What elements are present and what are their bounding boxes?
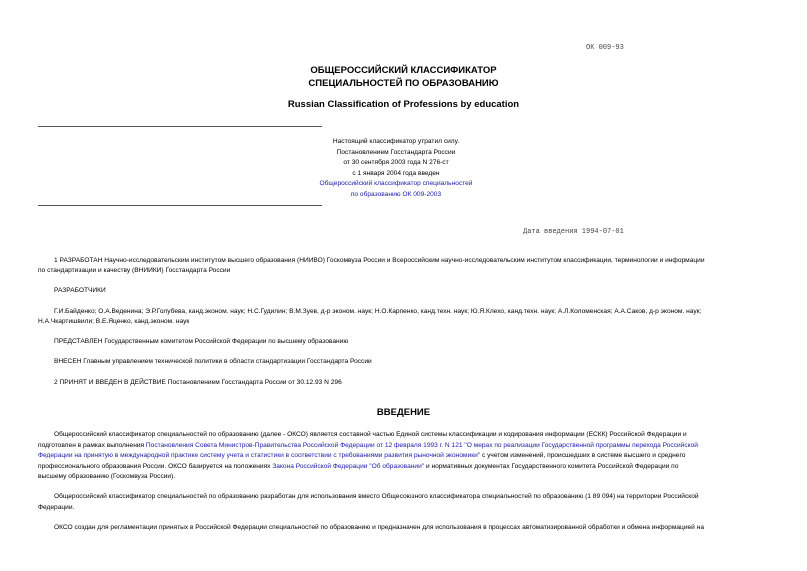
- intro-p3-line-1: ОКСО создан для регламентации принятых в Российской Федерации специальностей по образованию и предназначен для использования в процессах автоматизированной обработки и обмена информацией на: [54, 524, 704, 531]
- notice-link-okso-2003-code[interactable]: по образованию ОК 009-2003: [350, 190, 442, 198]
- developers-heading: РАЗРАБОТЧИКИ: [54, 287, 106, 294]
- intro-p1-line-4: [38, 462, 770, 472]
- presented-by: ПРЕДСТАВЛЕН Государственным комитетом Российской Федерации по высшему образованию: [54, 338, 349, 345]
- date-of-introduction: Дата введения 1994-07-01: [523, 228, 624, 236]
- introduced-by: ВНЕСЕН Главным управлением технической политики в области стандартизации Госстандарта России: [54, 358, 372, 365]
- intro-p1-line-2-text: подготовлен в рамках выполнения: [38, 441, 146, 449]
- developers-line-1: Г.И.Байденко; О.А.Веденина; Э.Р.Голубева, канд.эконом. наук; Н.С.Гудилин; В.М.Зуев, д-р эконом. наук; Н.О.Карпенко, канд.техн. наук; Ю.Я.Клехо, канд.техн. наук; А.Л.Коломенская; А.А.Саков, д-р эконом. наук;: [54, 308, 702, 315]
- notice-line-2: Постановлением Госстандарта России: [336, 148, 456, 156]
- adopted-and-enacted: 2 ПРИНЯТ И ВВЕДЕН В ДЕЙСТВИЕ Постановлением Госстандарта России от 30.12.93 N 296: [54, 379, 342, 386]
- intro-p1-line-3: [38, 451, 770, 461]
- intro-p2-line-1: Общероссийский классификатор специальностей по образованию разработан для использования вместо Общесоюзного классификатора специальностей по образованию (1 89 094) на территории Российской: [54, 493, 699, 500]
- developed-by-line-1: 1 РАЗРАБОТАН Научно-исследовательским институтом высшего образования (НИИВО) Госкомвуза России и Всероссийским научно-исследовательским институтом классификации, терминологии и информации: [54, 257, 705, 264]
- intro-p2-line-2: Федерации.: [38, 503, 75, 511]
- intro-p1-line-2: [38, 441, 770, 451]
- intro-p1-line-3-text: с учетом изменений, происшедших в системе высшего и среднего: [480, 452, 686, 459]
- developed-by-line-2: по стандартизации и качеству (ВНИИКИ) Госстандарта России: [38, 267, 231, 274]
- notice-line-1: Настоящий классификатор утратил силу.: [332, 138, 460, 145]
- intro-p1-line-1: Общероссийский классификатор специальностей по образованию (далее - ОКСО) является составной частью Единой системы классификации и кодирования информации (ЕСКК) Российской Федерации и: [54, 431, 687, 438]
- divider-bottom: [38, 205, 322, 206]
- divider-top: [38, 126, 322, 127]
- intro-p1-line-4-text-b: и нормативных документах Государственного комитета Российской Федерации по: [424, 462, 679, 470]
- notice-line-4: с 1 января 2004 года введен: [352, 169, 440, 177]
- intro-p1-line-5: высшему образованию (Госкомвуза России).: [38, 473, 176, 480]
- link-government-decree-121-cont[interactable]: Федерации на принятую в международной практике систему учета и статистики в соответствии с требованиями развития рыночной экономики": [38, 452, 481, 459]
- link-law-on-education[interactable]: Закона Российской Федерации "Об образовании": [272, 462, 425, 470]
- intro-heading: ВВЕДЕНИЕ: [376, 407, 431, 418]
- notice-line-3: от 30 сентября 2003 года N 276-ст: [343, 159, 449, 166]
- notice-link-okso-2003[interactable]: Общероссийский классификатор специальностей: [319, 180, 473, 187]
- intro-p1-line-4-text-a: профессионального образования России. ОКСО базируется на положениях: [38, 462, 273, 470]
- title-line-2: СПЕЦИАЛЬНОСТЕЙ ПО ОБРАЗОВАНИЮ: [308, 78, 499, 89]
- link-government-decree-121[interactable]: Постановления Совета Министров-Правительства Российской Федерации от 12 февраля 1993 г. N 121 "О мерах по реализации Государственной программы перехода Российской: [145, 441, 698, 449]
- title-english: Russian Classification of Professions by education: [287, 99, 520, 110]
- developers-line-2: Н.А.Чкартишвили; В.Е.Яценко, канд.эконом. наук: [38, 318, 190, 325]
- doc-code: ОК 009-93: [586, 44, 624, 52]
- title-line-1: ОБЩЕРОССИЙСКИЙ КЛАССИФИКАТОР: [310, 65, 497, 76]
